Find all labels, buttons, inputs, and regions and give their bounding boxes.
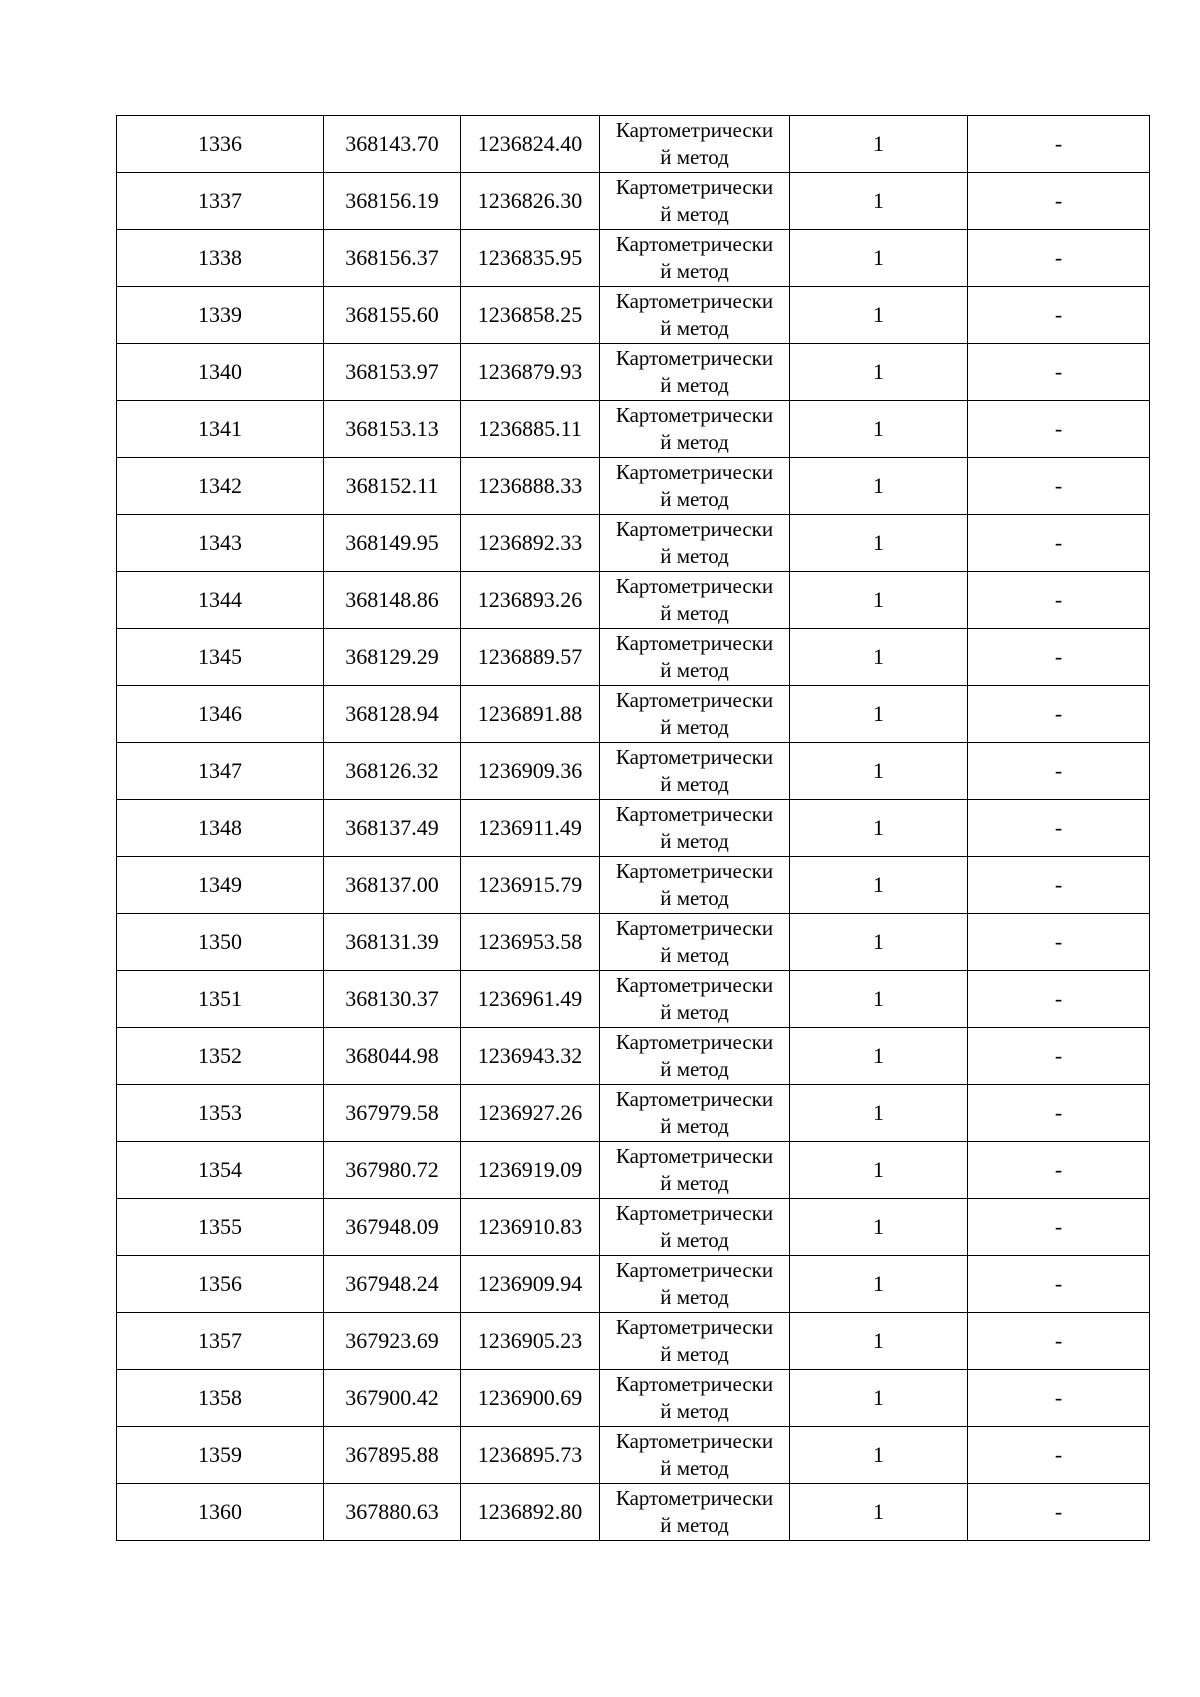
method-cell: [600, 1199, 790, 1256]
method-text: й метод: [660, 373, 729, 397]
method-cell: [600, 1028, 790, 1085]
method-text: Картометрически: [615, 289, 774, 313]
table-row: [117, 743, 1150, 800]
table-row: [117, 1028, 1150, 1085]
coordinates-table-body: [117, 116, 1150, 1541]
accuracy-cell: 1: [790, 458, 968, 515]
method-text: Картометрически: [615, 1258, 774, 1282]
accuracy-cell: 1: [790, 515, 968, 572]
accuracy-cell: 1: [790, 401, 968, 458]
y-coordinate-cell: 1236858.25: [461, 287, 600, 344]
point-number-cell: 1348: [117, 800, 324, 857]
method-cell: [600, 1256, 790, 1313]
method-cell: [600, 344, 790, 401]
accuracy-cell: 1: [790, 116, 968, 173]
x-coordinate-cell: 367895.88: [324, 1427, 461, 1484]
method-text: й метод: [660, 544, 729, 568]
method-cell: [600, 1427, 790, 1484]
x-coordinate-cell: 368129.29: [324, 629, 461, 686]
x-coordinate-cell: 368128.94: [324, 686, 461, 743]
note-cell: -: [968, 458, 1150, 515]
table-row: [117, 1085, 1150, 1142]
accuracy-cell: 1: [790, 1427, 968, 1484]
point-number-cell: 1346: [117, 686, 324, 743]
note-cell: -: [968, 230, 1150, 287]
method-cell: [600, 800, 790, 857]
method-text: Картометрически: [615, 1429, 774, 1453]
method-cell: [600, 971, 790, 1028]
x-coordinate-cell: 368143.70: [324, 116, 461, 173]
accuracy-cell: 1: [790, 743, 968, 800]
method-text: Картометрически: [615, 1201, 774, 1225]
method-cell: [600, 857, 790, 914]
point-number-cell: 1354: [117, 1142, 324, 1199]
y-coordinate-cell: 1236891.88: [461, 686, 600, 743]
method-text: й метод: [660, 715, 729, 739]
y-coordinate-cell: 1236910.83: [461, 1199, 600, 1256]
method-cell: [600, 116, 790, 173]
x-coordinate-cell: 368153.13: [324, 401, 461, 458]
point-number-cell: 1345: [117, 629, 324, 686]
y-coordinate-cell: 1236953.58: [461, 914, 600, 971]
point-number-cell: 1353: [117, 1085, 324, 1142]
y-coordinate-cell: 1236892.80: [461, 1484, 600, 1541]
method-text: Картометрически: [615, 916, 774, 940]
x-coordinate-cell: 367948.24: [324, 1256, 461, 1313]
accuracy-cell: 1: [790, 1142, 968, 1199]
point-number-cell: 1350: [117, 914, 324, 971]
x-coordinate-cell: 368153.97: [324, 344, 461, 401]
method-text: й метод: [660, 943, 729, 967]
x-coordinate-cell: 368137.00: [324, 857, 461, 914]
table-row: [117, 1427, 1150, 1484]
y-coordinate-cell: 1236909.94: [461, 1256, 600, 1313]
x-coordinate-cell: 368044.98: [324, 1028, 461, 1085]
x-coordinate-cell: 368148.86: [324, 572, 461, 629]
x-coordinate-cell: 368156.19: [324, 173, 461, 230]
method-text: й метод: [660, 1399, 729, 1423]
table-row: [117, 515, 1150, 572]
method-text: Картометрически: [615, 1087, 774, 1111]
accuracy-cell: 1: [790, 173, 968, 230]
accuracy-cell: 1: [790, 1256, 968, 1313]
method-text: Картометрически: [615, 346, 774, 370]
table-row: [117, 401, 1150, 458]
method-cell: [600, 743, 790, 800]
method-cell: [600, 1085, 790, 1142]
note-cell: -: [968, 914, 1150, 971]
method-text: Картометрически: [615, 631, 774, 655]
table-row: [117, 287, 1150, 344]
method-text: Картометрически: [615, 745, 774, 769]
method-text: Картометрически: [615, 175, 774, 199]
x-coordinate-cell: 368152.11: [324, 458, 461, 515]
accuracy-cell: 1: [790, 914, 968, 971]
accuracy-cell: 1: [790, 1484, 968, 1541]
point-number-cell: 1341: [117, 401, 324, 458]
method-text: й метод: [660, 658, 729, 682]
method-cell: [600, 1142, 790, 1199]
x-coordinate-cell: 367979.58: [324, 1085, 461, 1142]
method-text: Картометрически: [615, 403, 774, 427]
method-cell: [600, 230, 790, 287]
method-text: Картометрически: [615, 1315, 774, 1339]
method-cell: [600, 629, 790, 686]
x-coordinate-cell: 367980.72: [324, 1142, 461, 1199]
y-coordinate-cell: 1236889.57: [461, 629, 600, 686]
x-coordinate-cell: 368156.37: [324, 230, 461, 287]
table-row: [117, 173, 1150, 230]
y-coordinate-cell: 1236892.33: [461, 515, 600, 572]
method-text: Картометрически: [615, 802, 774, 826]
method-text: й метод: [660, 772, 729, 796]
note-cell: -: [968, 1199, 1150, 1256]
table-row: [117, 1199, 1150, 1256]
x-coordinate-cell: 367900.42: [324, 1370, 461, 1427]
point-number-cell: 1342: [117, 458, 324, 515]
method-text: й метод: [660, 829, 729, 853]
point-number-cell: 1356: [117, 1256, 324, 1313]
note-cell: -: [968, 1085, 1150, 1142]
table-row: [117, 1142, 1150, 1199]
point-number-cell: 1359: [117, 1427, 324, 1484]
table-row: [117, 344, 1150, 401]
point-number-cell: 1344: [117, 572, 324, 629]
note-cell: -: [968, 515, 1150, 572]
accuracy-cell: 1: [790, 572, 968, 629]
note-cell: -: [968, 857, 1150, 914]
table-row: [117, 116, 1150, 173]
method-text: Картометрически: [615, 688, 774, 712]
x-coordinate-cell: 368149.95: [324, 515, 461, 572]
method-text: й метод: [660, 1114, 729, 1138]
x-coordinate-cell: 368155.60: [324, 287, 461, 344]
table-row: [117, 800, 1150, 857]
method-text: й метод: [660, 886, 729, 910]
accuracy-cell: 1: [790, 1085, 968, 1142]
table-row: [117, 1484, 1150, 1541]
method-text: Картометрически: [615, 973, 774, 997]
y-coordinate-cell: 1236888.33: [461, 458, 600, 515]
x-coordinate-cell: 367948.09: [324, 1199, 461, 1256]
point-number-cell: 1336: [117, 116, 324, 173]
method-text: й метод: [660, 1057, 729, 1081]
x-coordinate-cell: 368137.49: [324, 800, 461, 857]
note-cell: -: [968, 1370, 1150, 1427]
y-coordinate-cell: 1236826.30: [461, 173, 600, 230]
method-text: Картометрически: [615, 1144, 774, 1168]
method-cell: [600, 572, 790, 629]
method-cell: [600, 1313, 790, 1370]
note-cell: -: [968, 173, 1150, 230]
point-number-cell: 1352: [117, 1028, 324, 1085]
point-number-cell: 1351: [117, 971, 324, 1028]
point-number-cell: 1340: [117, 344, 324, 401]
table-row: [117, 857, 1150, 914]
table-row: [117, 230, 1150, 287]
note-cell: -: [968, 1142, 1150, 1199]
y-coordinate-cell: 1236879.93: [461, 344, 600, 401]
y-coordinate-cell: 1236895.73: [461, 1427, 600, 1484]
method-text: й метод: [660, 259, 729, 283]
method-text: Картометрически: [615, 1030, 774, 1054]
accuracy-cell: 1: [790, 1313, 968, 1370]
method-text: й метод: [660, 430, 729, 454]
table-row: [117, 629, 1150, 686]
note-cell: -: [968, 572, 1150, 629]
y-coordinate-cell: 1236909.36: [461, 743, 600, 800]
note-cell: -: [968, 344, 1150, 401]
method-cell: [600, 458, 790, 515]
method-text: Картометрически: [615, 460, 774, 484]
point-number-cell: 1357: [117, 1313, 324, 1370]
method-text: й метод: [660, 487, 729, 511]
point-number-cell: 1339: [117, 287, 324, 344]
table-row: [117, 1370, 1150, 1427]
note-cell: -: [968, 401, 1150, 458]
y-coordinate-cell: 1236943.32: [461, 1028, 600, 1085]
method-text: й метод: [660, 1285, 729, 1309]
note-cell: -: [968, 629, 1150, 686]
accuracy-cell: 1: [790, 1199, 968, 1256]
table-row: [117, 914, 1150, 971]
accuracy-cell: 1: [790, 857, 968, 914]
note-cell: -: [968, 1028, 1150, 1085]
y-coordinate-cell: 1236919.09: [461, 1142, 600, 1199]
coordinates-table: [116, 115, 1150, 1541]
y-coordinate-cell: 1236835.95: [461, 230, 600, 287]
method-cell: [600, 173, 790, 230]
x-coordinate-cell: 368131.39: [324, 914, 461, 971]
point-number-cell: 1347: [117, 743, 324, 800]
x-coordinate-cell: 368130.37: [324, 971, 461, 1028]
x-coordinate-cell: 367880.63: [324, 1484, 461, 1541]
note-cell: -: [968, 1427, 1150, 1484]
accuracy-cell: 1: [790, 686, 968, 743]
accuracy-cell: 1: [790, 344, 968, 401]
point-number-cell: 1337: [117, 173, 324, 230]
point-number-cell: 1349: [117, 857, 324, 914]
y-coordinate-cell: 1236911.49: [461, 800, 600, 857]
x-coordinate-cell: 367923.69: [324, 1313, 461, 1370]
method-text: й метод: [660, 202, 729, 226]
table-row: [117, 1313, 1150, 1370]
note-cell: -: [968, 800, 1150, 857]
method-cell: [600, 1484, 790, 1541]
y-coordinate-cell: 1236961.49: [461, 971, 600, 1028]
method-text: Картометрически: [615, 1372, 774, 1396]
method-text: й метод: [660, 145, 729, 169]
note-cell: -: [968, 116, 1150, 173]
point-number-cell: 1355: [117, 1199, 324, 1256]
table-row: [117, 686, 1150, 743]
method-text: Картометрически: [615, 232, 774, 256]
note-cell: -: [968, 971, 1150, 1028]
method-cell: [600, 1370, 790, 1427]
accuracy-cell: 1: [790, 629, 968, 686]
accuracy-cell: 1: [790, 1028, 968, 1085]
x-coordinate-cell: 368126.32: [324, 743, 461, 800]
method-text: й метод: [660, 316, 729, 340]
method-cell: [600, 401, 790, 458]
y-coordinate-cell: 1236885.11: [461, 401, 600, 458]
method-text: й метод: [660, 601, 729, 625]
method-text: Картометрически: [615, 118, 774, 142]
accuracy-cell: 1: [790, 971, 968, 1028]
method-cell: [600, 686, 790, 743]
accuracy-cell: 1: [790, 230, 968, 287]
y-coordinate-cell: 1236900.69: [461, 1370, 600, 1427]
method-text: Картометрически: [615, 574, 774, 598]
note-cell: -: [968, 1256, 1150, 1313]
y-coordinate-cell: 1236927.26: [461, 1085, 600, 1142]
y-coordinate-cell: 1236824.40: [461, 116, 600, 173]
note-cell: -: [968, 686, 1150, 743]
method-cell: [600, 914, 790, 971]
method-cell: [600, 287, 790, 344]
method-text: й метод: [660, 1000, 729, 1024]
accuracy-cell: 1: [790, 800, 968, 857]
method-text: Картометрически: [615, 859, 774, 883]
table-row: [117, 572, 1150, 629]
method-text: й метод: [660, 1171, 729, 1195]
note-cell: -: [968, 1484, 1150, 1541]
note-cell: -: [968, 743, 1150, 800]
note-cell: -: [968, 1313, 1150, 1370]
y-coordinate-cell: 1236905.23: [461, 1313, 600, 1370]
note-cell: -: [968, 287, 1150, 344]
accuracy-cell: 1: [790, 287, 968, 344]
method-cell: [600, 515, 790, 572]
method-text: й метод: [660, 1342, 729, 1366]
method-text: Картометрически: [615, 1486, 774, 1510]
point-number-cell: 1358: [117, 1370, 324, 1427]
method-text: й метод: [660, 1456, 729, 1480]
method-text: Картометрически: [615, 517, 774, 541]
table-row: [117, 971, 1150, 1028]
method-text: й метод: [660, 1513, 729, 1537]
table-row: [117, 1256, 1150, 1313]
point-number-cell: 1360: [117, 1484, 324, 1541]
y-coordinate-cell: 1236915.79: [461, 857, 600, 914]
point-number-cell: 1338: [117, 230, 324, 287]
point-number-cell: 1343: [117, 515, 324, 572]
method-text: й метод: [660, 1228, 729, 1252]
accuracy-cell: 1: [790, 1370, 968, 1427]
y-coordinate-cell: 1236893.26: [461, 572, 600, 629]
table-row: [117, 458, 1150, 515]
